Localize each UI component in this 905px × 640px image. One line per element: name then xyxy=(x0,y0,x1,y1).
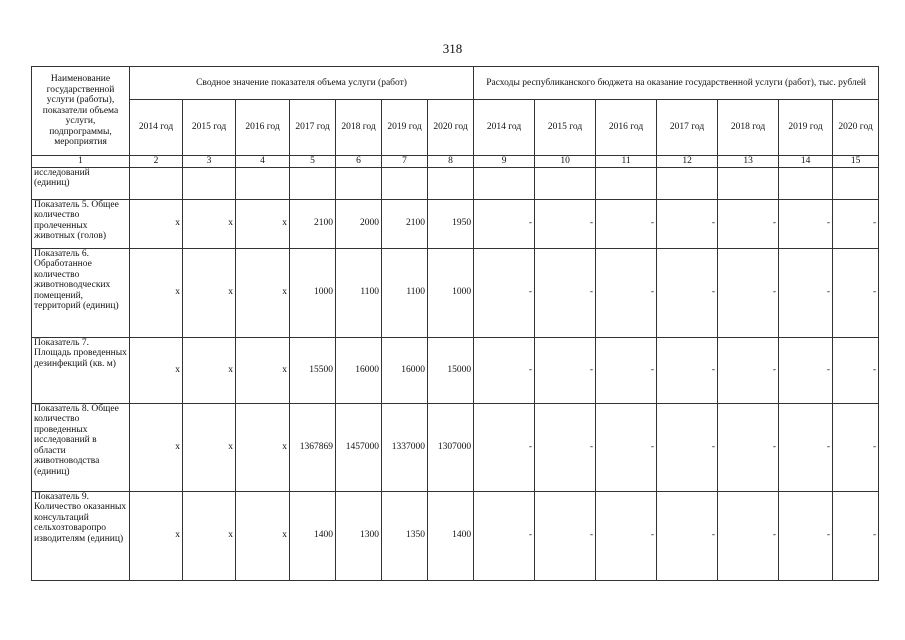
header-year-cell: 2016 год xyxy=(236,100,290,156)
header-year-cell: 2016 год xyxy=(596,100,657,156)
value-cell: 2000 xyxy=(336,199,382,248)
column-number: 6 xyxy=(336,156,382,168)
value-cell: x xyxy=(236,403,290,491)
value-cell xyxy=(428,167,474,199)
header-year-cell: 2017 год xyxy=(657,100,718,156)
value-cell: 1000 xyxy=(290,248,336,337)
value-cell: 16000 xyxy=(382,337,428,403)
value-cell xyxy=(474,167,535,199)
header-budget-group: Расходы республиканского бюджета на оказание государственной услуги (работ), тыс. рублей xyxy=(474,67,879,100)
value-cell: x xyxy=(183,403,236,491)
column-number: 5 xyxy=(290,156,336,168)
header-year-cell: 2014 год xyxy=(474,100,535,156)
value-cell: - xyxy=(718,491,779,580)
value-cell xyxy=(336,167,382,199)
value-cell: x xyxy=(130,491,183,580)
value-cell: - xyxy=(833,491,879,580)
column-number-row xyxy=(32,156,879,168)
value-cell: - xyxy=(474,491,535,580)
value-cell: x xyxy=(183,337,236,403)
header-name-column: Наименование государственной услуги (работы), показатели объема услуги, подпрограммы, мероприятия xyxy=(32,67,130,156)
value-cell: - xyxy=(779,337,833,403)
table-row xyxy=(32,167,879,199)
column-number: 13 xyxy=(718,156,779,168)
header-year-cell: 2018 год xyxy=(336,100,382,156)
indicator-name-cell: Показатель 5. Общее количество пролеченных животных (голов) xyxy=(32,199,130,248)
value-cell: 1350 xyxy=(382,491,428,580)
column-number: 3 xyxy=(183,156,236,168)
column-number: 9 xyxy=(474,156,535,168)
column-number: 10 xyxy=(535,156,596,168)
indicator-name-cell: Показатель 9. Количество оказанных консультаций сельхозтоваропро изводителям (единиц) xyxy=(32,491,130,580)
value-cell: - xyxy=(535,403,596,491)
value-cell xyxy=(833,167,879,199)
value-cell xyxy=(535,167,596,199)
column-number: 7 xyxy=(382,156,428,168)
value-cell: x xyxy=(183,248,236,337)
value-cell: 1950 xyxy=(428,199,474,248)
value-cell: - xyxy=(535,199,596,248)
value-cell: - xyxy=(833,199,879,248)
header-year-cell: 2014 год xyxy=(130,100,183,156)
value-cell: 1337000 xyxy=(382,403,428,491)
value-cell: - xyxy=(596,491,657,580)
column-number: 2 xyxy=(130,156,183,168)
value-cell: x xyxy=(183,491,236,580)
value-cell: - xyxy=(833,337,879,403)
value-cell: x xyxy=(130,403,183,491)
value-cell: 15500 xyxy=(290,337,336,403)
value-cell: x xyxy=(183,199,236,248)
indicator-name-cell: Показатель 6. Обработанное количество животноводческих помещений, территорий (единиц) xyxy=(32,248,130,337)
value-cell xyxy=(718,167,779,199)
header-year-cell: 2018 год xyxy=(718,100,779,156)
value-cell: - xyxy=(718,337,779,403)
value-cell: 1100 xyxy=(336,248,382,337)
value-cell: x xyxy=(236,491,290,580)
value-cell: - xyxy=(535,337,596,403)
value-cell: - xyxy=(657,491,718,580)
value-cell xyxy=(382,167,428,199)
value-cell xyxy=(290,167,336,199)
value-cell: - xyxy=(657,403,718,491)
indicator-name-cell: исследований (единиц) xyxy=(32,167,130,199)
value-cell: 16000 xyxy=(336,337,382,403)
column-number: 11 xyxy=(596,156,657,168)
value-cell: - xyxy=(474,337,535,403)
table-row xyxy=(32,403,879,491)
value-cell xyxy=(236,167,290,199)
value-cell: x xyxy=(236,199,290,248)
page-number: 318 xyxy=(442,41,463,56)
value-cell: - xyxy=(779,248,833,337)
value-cell: - xyxy=(779,199,833,248)
value-cell: 2100 xyxy=(290,199,336,248)
value-cell: - xyxy=(474,199,535,248)
table-row xyxy=(32,248,879,337)
value-cell: - xyxy=(779,403,833,491)
value-cell: x xyxy=(130,199,183,248)
value-cell xyxy=(130,167,183,199)
header-year-cell: 2017 год xyxy=(290,100,336,156)
header-year-cell: 2015 год xyxy=(535,100,596,156)
value-cell: - xyxy=(596,403,657,491)
value-cell: - xyxy=(833,403,879,491)
value-cell: 1300 xyxy=(336,491,382,580)
value-cell: 1400 xyxy=(290,491,336,580)
value-cell: 1100 xyxy=(382,248,428,337)
header-year-cell: 2019 год xyxy=(382,100,428,156)
header-year-cell: 2019 год xyxy=(779,100,833,156)
value-cell: - xyxy=(657,248,718,337)
value-cell: 1457000 xyxy=(336,403,382,491)
indicator-name-cell: Показатель 7. Площадь проведенных дезинфекций (кв. м) xyxy=(32,337,130,403)
header-volume-group: Сводное значение показателя объема услуги (работ) xyxy=(130,67,474,100)
header-year-cell: 2020 год xyxy=(833,100,879,156)
value-cell: 1400 xyxy=(428,491,474,580)
value-cell: - xyxy=(474,248,535,337)
value-cell: - xyxy=(833,248,879,337)
value-cell: - xyxy=(535,491,596,580)
indicator-name-cell: Показатель 8. Общее количество проведенных исследований в области животноводства (единиц) xyxy=(32,403,130,491)
value-cell xyxy=(779,167,833,199)
value-cell: - xyxy=(718,248,779,337)
value-cell: - xyxy=(657,337,718,403)
value-cell: x xyxy=(236,337,290,403)
column-number: 1 xyxy=(32,156,130,168)
value-cell: - xyxy=(596,248,657,337)
value-cell: - xyxy=(596,199,657,248)
value-cell xyxy=(657,167,718,199)
value-cell: 1000 xyxy=(428,248,474,337)
table-row xyxy=(32,337,879,403)
column-number: 4 xyxy=(236,156,290,168)
value-cell: 2100 xyxy=(382,199,428,248)
value-cell: - xyxy=(474,403,535,491)
value-cell: 15000 xyxy=(428,337,474,403)
budget-table xyxy=(31,66,879,581)
value-cell: - xyxy=(718,199,779,248)
value-cell: - xyxy=(718,403,779,491)
column-number: 15 xyxy=(833,156,879,168)
column-number: 12 xyxy=(657,156,718,168)
table-row xyxy=(32,199,879,248)
value-cell: - xyxy=(779,491,833,580)
column-number: 8 xyxy=(428,156,474,168)
table-row xyxy=(32,491,879,580)
header-year-cell: 2015 год xyxy=(183,100,236,156)
value-cell: 1367869 xyxy=(290,403,336,491)
header-year-cell: 2020 год xyxy=(428,100,474,156)
value-cell: - xyxy=(657,199,718,248)
value-cell: x xyxy=(130,337,183,403)
column-number: 14 xyxy=(779,156,833,168)
value-cell: x xyxy=(130,248,183,337)
value-cell: - xyxy=(596,337,657,403)
value-cell: - xyxy=(535,248,596,337)
value-cell xyxy=(183,167,236,199)
value-cell: x xyxy=(236,248,290,337)
value-cell: 1307000 xyxy=(428,403,474,491)
value-cell xyxy=(596,167,657,199)
